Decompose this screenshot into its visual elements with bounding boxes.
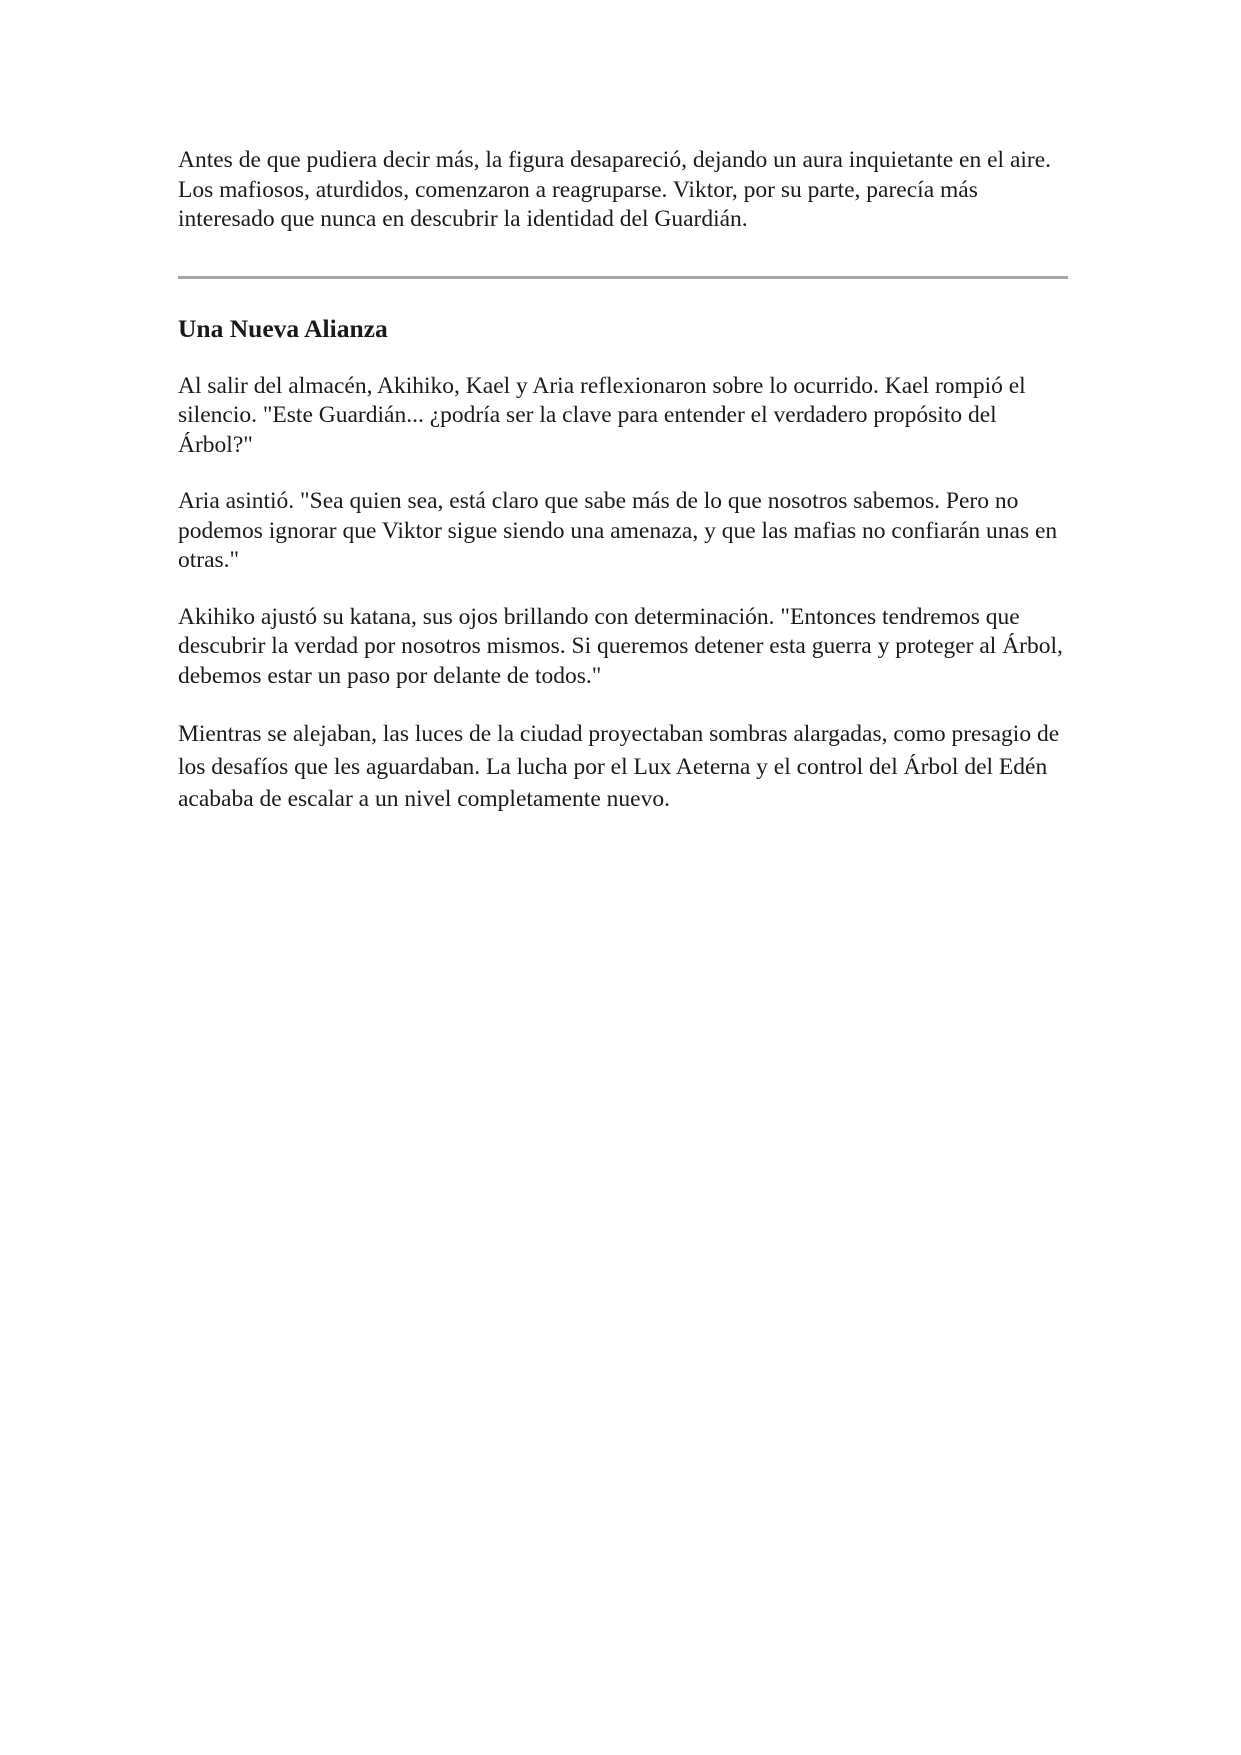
section-divider [178, 276, 1068, 279]
body-paragraph: Akihiko ajustó su katana, sus ojos brillando con determinación. "Entonces tendremos que descubrir la verdad por nosotros mismos. Si queremos detener esta guerra y proteger al Árbol, debemos estar un paso por delante de todos." [178, 603, 1063, 689]
body-paragraph: Aria asintió. "Sea quien sea, está claro que sabe más de lo que nosotros sabemos. Pero no podemos ignorar que Viktor sigue siendo una amenaza, y que las mafias no confiarán unas en otras." [178, 488, 1058, 573]
intro-paragraph: Antes de que pudiera decir más, la figura desapareció, dejando un aura inquietante en el aire. Los mafiosos, aturdidos, comenzaron a reagruparse. Viktor, por su parte, parecía más interesado que nunca en descubrir la identidad del Guardián. [178, 147, 1052, 232]
body-paragraph: Mientras se alejaban, las luces de la ciudad proyectaban sombras alargadas, como presagio de los desafíos que les aguardaban. La lucha por el Lux Aeterna y el control del Árbol del Edén acababa de escalar a un nivel completamente nuevo. [178, 721, 1060, 812]
section-title: Una Nueva Alianza [178, 313, 388, 343]
document-page [178, 146, 1068, 816]
body-paragraph: Al salir del almacén, Akihiko, Kael y Aria reflexionaron sobre lo ocurrido. Kael rompió el silencio. "Este Guardián... ¿podría ser la clave para entender el verdadero propósito del Árbol?" [178, 372, 1026, 458]
